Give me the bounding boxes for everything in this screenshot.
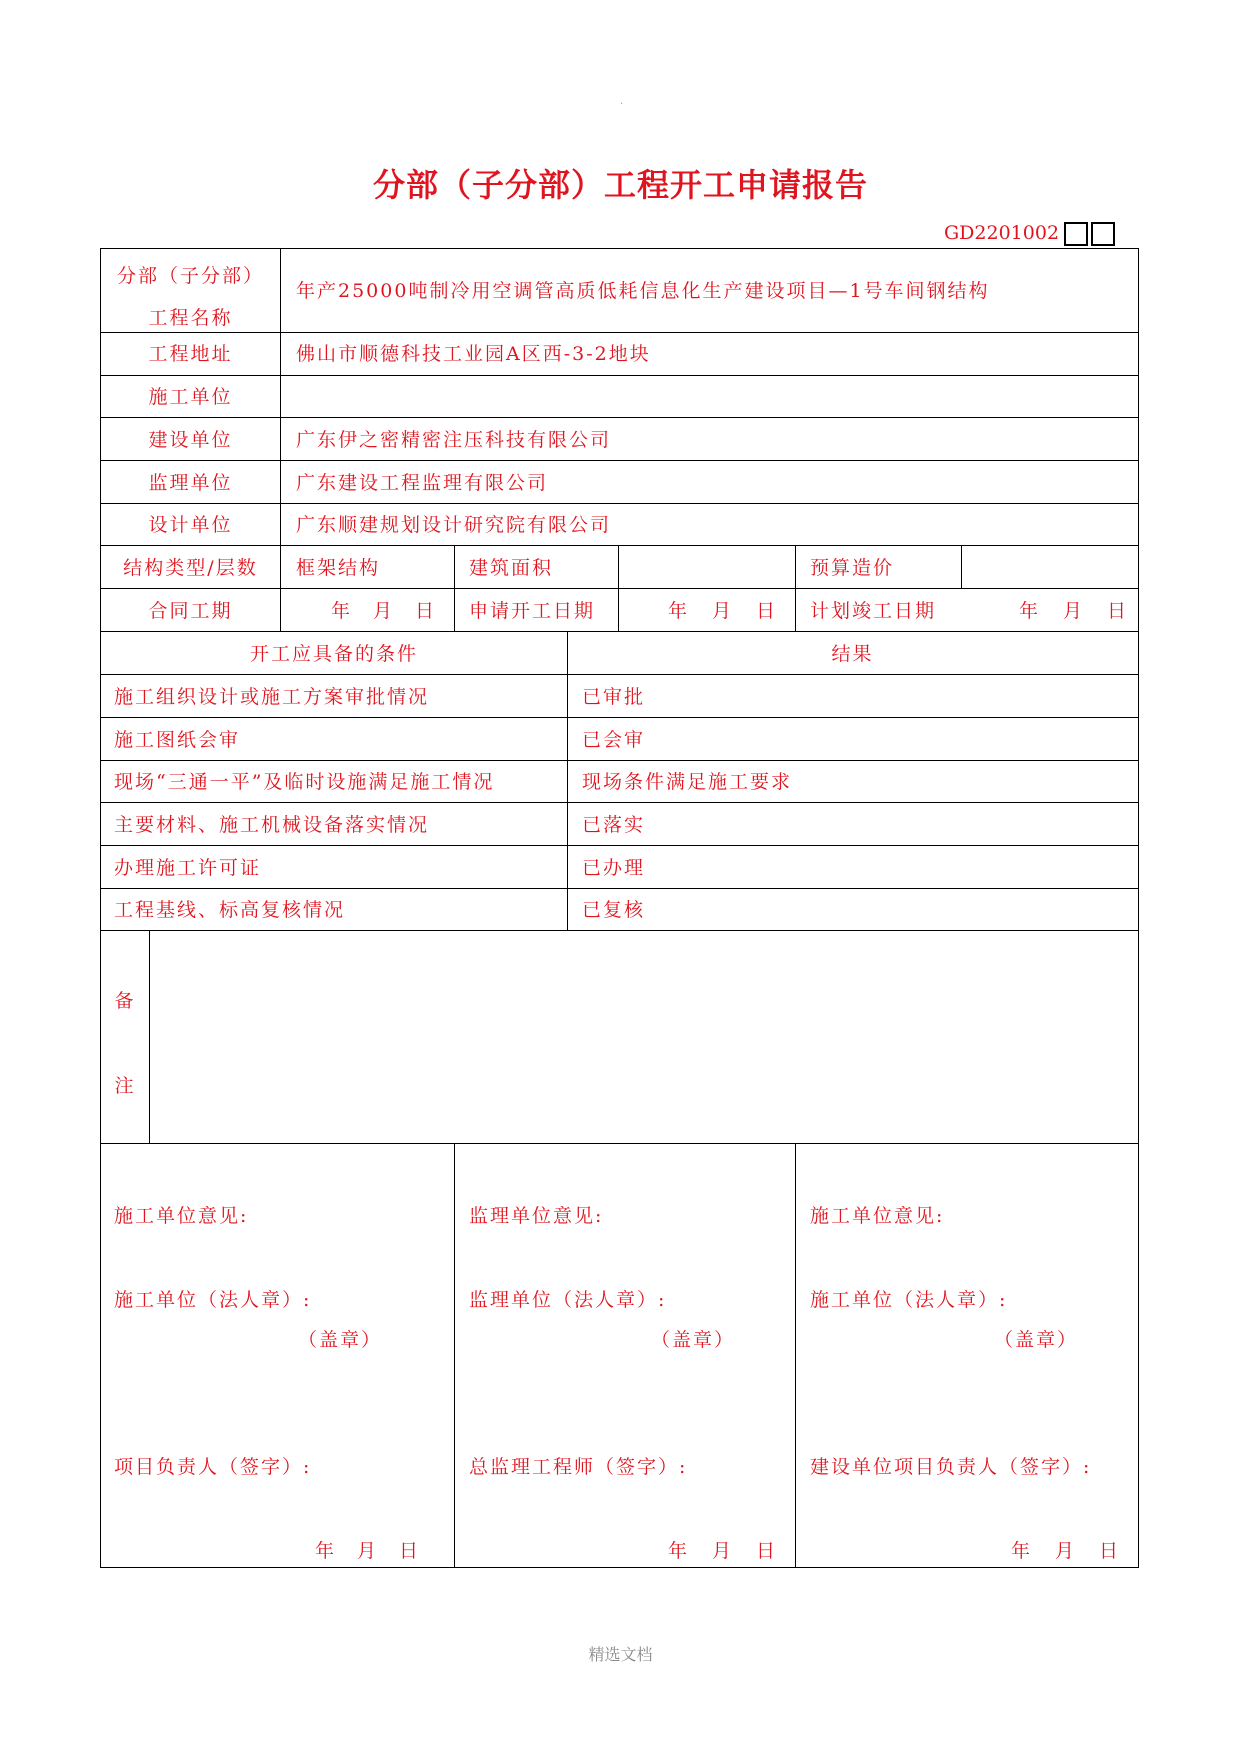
apply-start-year: 年	[668, 600, 690, 622]
col-line	[567, 631, 568, 930]
contract-day: 日	[415, 600, 437, 622]
row-line	[101, 760, 1138, 761]
page-footer: 精选文档	[588, 1645, 653, 1664]
row-line	[101, 417, 1138, 418]
result-item[interactable]: 现场条件满足施工要求	[582, 771, 793, 793]
apply-start-label: 申请开工日期	[469, 600, 596, 622]
result-item[interactable]: 已复核	[582, 899, 646, 921]
owner-sign-year: 年	[1011, 1540, 1033, 1562]
col-line	[795, 545, 796, 631]
row-line	[101, 631, 1138, 632]
results-header: 结果	[831, 643, 874, 665]
plan-finish-month: 月	[1063, 600, 1085, 622]
form-code: GD2201002	[944, 222, 1060, 244]
supervision-seal: （盖章）	[651, 1329, 736, 1351]
supervision-sign-year: 年	[668, 1540, 690, 1562]
row-line	[101, 930, 1138, 931]
result-item[interactable]: 已办理	[582, 857, 646, 879]
remarks-label-1: 备	[114, 990, 136, 1012]
construction-seal: （盖章）	[298, 1329, 383, 1351]
owner-signer-label: 建设单位项目负责人（签字）:	[810, 1456, 1092, 1478]
structure-value[interactable]: 框架结构	[296, 557, 381, 579]
condition-item: 现场“三通一平”及临时设施满足施工情况	[114, 771, 495, 793]
owner-sign-day: 日	[1099, 1540, 1121, 1562]
row-line	[101, 503, 1138, 504]
contract-period-label: 合同工期	[148, 600, 233, 622]
row-line	[101, 375, 1138, 376]
header-dot: .	[620, 96, 624, 107]
row-line	[101, 332, 1138, 333]
conditions-header: 开工应具备的条件	[249, 643, 418, 665]
contract-month: 月	[373, 600, 395, 622]
contract-year: 年	[331, 600, 353, 622]
construction-opinion-label: 施工单位意见:	[114, 1205, 249, 1227]
supervision-sign-month: 月	[712, 1540, 734, 1562]
address-value[interactable]: 佛山市顺德科技工业园A区西-3-2地块	[296, 343, 651, 365]
col-line	[618, 545, 619, 631]
supervision-value[interactable]: 广东建设工程监理有限公司	[296, 472, 549, 494]
result-item[interactable]: 已落实	[582, 814, 646, 836]
owner-value[interactable]: 广东伊之密精密注压科技有限公司	[296, 429, 612, 451]
application-form-table	[100, 248, 1139, 1568]
budget-label: 预算造价	[810, 557, 895, 579]
supervision-seal-label: 监理单位（法人章）:	[469, 1289, 667, 1311]
col-line	[280, 249, 281, 631]
apply-start-month: 月	[712, 600, 734, 622]
supervision-label: 监理单位	[148, 472, 233, 494]
design-value[interactable]: 广东顺建规划设计研究院有限公司	[296, 514, 612, 536]
code-box-2[interactable]	[1091, 222, 1115, 246]
page-title: 分部（子分部）工程开工申请报告	[372, 166, 868, 204]
plan-finish-day: 日	[1107, 600, 1129, 622]
col-line	[961, 545, 962, 588]
supervision-signer-label: 总监理工程师（签字）:	[469, 1456, 688, 1478]
row-line	[101, 545, 1138, 546]
construction-sign-month: 月	[357, 1540, 379, 1562]
row-line	[101, 460, 1138, 461]
condition-item: 施工组织设计或施工方案审批情况	[114, 686, 430, 708]
plan-finish-year: 年	[1019, 600, 1041, 622]
remarks-label-2: 注	[114, 1075, 136, 1097]
apply-start-day: 日	[756, 600, 778, 622]
row-line	[101, 1143, 1138, 1144]
row-line	[101, 888, 1138, 889]
col-line	[454, 545, 455, 631]
project-name-label-2: 工程名称	[148, 307, 233, 329]
supervision-sign-day: 日	[756, 1540, 778, 1562]
owner-opinion-label: 施工单位意见:	[810, 1205, 945, 1227]
row-line	[101, 845, 1138, 846]
design-label: 设计单位	[148, 514, 233, 536]
area-label: 建筑面积	[469, 557, 554, 579]
col-line	[149, 930, 150, 1143]
condition-item: 主要材料、施工机械设备落实情况	[114, 814, 430, 836]
row-line	[101, 717, 1138, 718]
owner-label: 建设单位	[148, 429, 233, 451]
col-line	[795, 1143, 796, 1567]
condition-item: 施工图纸会审	[114, 729, 241, 751]
row-line	[101, 588, 1138, 589]
construction-unit-label: 施工单位	[148, 386, 233, 408]
result-item[interactable]: 已审批	[582, 686, 646, 708]
row-line	[101, 674, 1138, 675]
project-name-label-1: 分部（子分部）	[116, 265, 264, 287]
project-name-value[interactable]: 年产25000吨制冷用空调管高质低耗信息化生产建设项目—1号车间钢结构	[296, 280, 990, 302]
construction-sign-day: 日	[399, 1540, 421, 1562]
result-item[interactable]: 已会审	[582, 729, 646, 751]
condition-item: 办理施工许可证	[114, 857, 262, 879]
owner-sign-month: 月	[1055, 1540, 1077, 1562]
condition-item: 工程基线、标高复核情况	[114, 899, 346, 921]
supervision-opinion-label: 监理单位意见:	[469, 1205, 604, 1227]
row-line	[101, 802, 1138, 803]
owner-seal-label: 施工单位（法人章）:	[810, 1289, 1008, 1311]
col-line	[454, 1143, 455, 1567]
owner-seal: （盖章）	[994, 1329, 1079, 1351]
structure-label: 结构类型/层数	[123, 557, 258, 579]
construction-signer-label: 项目负责人（签字）:	[114, 1456, 312, 1478]
address-label: 工程地址	[148, 343, 233, 365]
plan-finish-label: 计划竣工日期	[810, 600, 937, 622]
construction-sign-year: 年	[315, 1540, 337, 1562]
construction-seal-label: 施工单位（法人章）:	[114, 1289, 312, 1311]
code-box-1[interactable]	[1064, 222, 1088, 246]
